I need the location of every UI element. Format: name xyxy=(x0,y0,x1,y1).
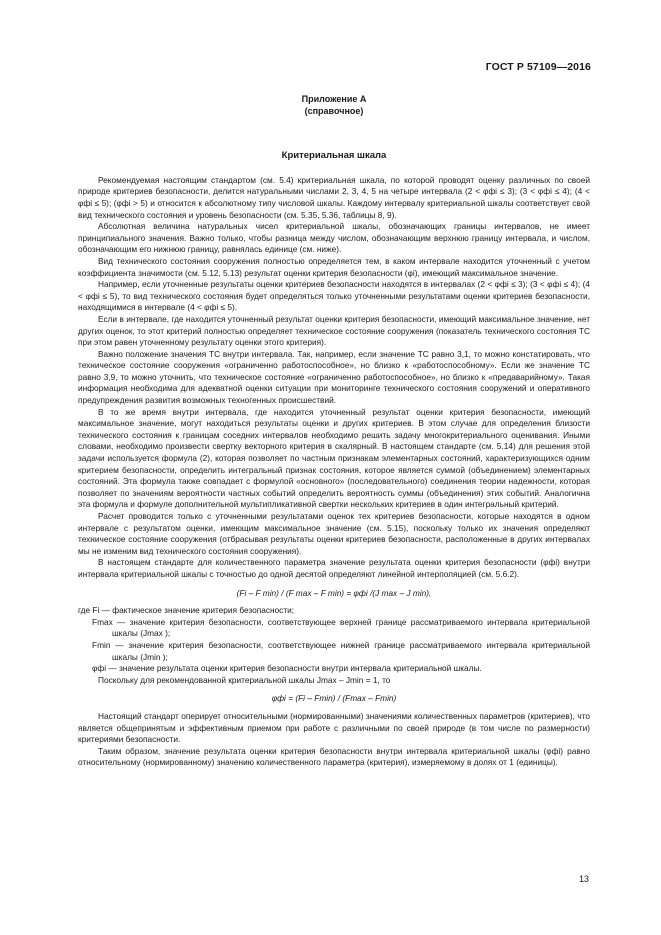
paragraph: Вид технического состояния сооружения полностью определяется тем, в каком интервале находится уточненный с учетом коэффициента значимости (см. 5.12, 5.13) результат оценки критерия безопасности (φi), имеющий максимальное значение. xyxy=(78,255,590,278)
section-title: Критериальная шкала xyxy=(281,150,387,162)
paragraph: Настоящий стандарт оперирует относительными (нормированными) значениями количественных параметров (критериев), что является общепринятым и эффективным приемом при работе с различными по своей природе (в том числе по размерности) критериями безопасности. xyxy=(78,710,590,745)
paragraph: Рекомендуемая настоящим стандартом (см. 5.4) критериальная шкала, по которой проводят оценку различных по своей природе критериев безопасности, делится натуральными числами 2, 3, 4, 5 на четыре интервала (2 < φфi ≤ 3); (3 < φфi ≤ 4); (4 < φфi ≤ 5); (φфi > 5) и относится к абсолютному типу числовой шкалы. Каждому интервалу критериальной шкалы соответствует свой вид технического состояния и уровень безопасности (см. 5.35, 5.36, таблицы 8, 9). xyxy=(78,174,590,220)
paragraph: Расчет проводится только с уточненными результатами оценок тех критериев безопасности, которые находятся в одном интервале с результатом оценки, имеющим максимальное значение (см. 5.15), поскольку только их значения определяют техническое состояние сооружения (отбрасывая результаты оценки критериев безопасности, расположенные в других интервалах мы не изменим вид технического состояния сооружения). xyxy=(78,511,590,556)
paragraph: В то же время внутри интервала, где находится уточненный результат оценки критерия безопасности, имеющий максимальное значение, могут находиться результаты оценки и других критериев. В этом случае для определения близости технического состояния к границам соседних интервалов необходимо решить задачу многокритериального оценивания. Иными словами, необходимо произвести свертку векторного критерия в скалярный. В настоящем стандарте (см. 5.14) для решения этой задачи используется формула (2), которая позволяет по частным признакам элементарных состояний, характеризующихся одним критерием безопасности, определить интегральный признак состояния, которое является суммой (объединением) элементарных состояний. Эта формула также совпадает с формулой «основного» (последовательного) соединения теории надежности, которая позволяет по значениям вероятности частных событий определить вероятность суммы (объединения) этих событий. Аналогична эта формула и формуле дополнительной мультипликативной свертки нескольких критериев в один интегральный критерий. xyxy=(78,406,590,510)
paragraph: Важно положение значения ТС внутри интервала. Так, например, если значение ТС равно 3,1, то можно констатировать, что техническое состояние сооружения «ограниченно работоспособное», но близко к «работоспособному». Если же значение ТС равно 3,9, то можно уточнить, что техническое состояние «ограниченно работоспособное», но близко к «предаварийному». Такая информация необходима для адекватной оценки ситуации при мониторинге технического состояния сооружений и оперативного предупреждения развития возможных техногенных происшествий. xyxy=(78,348,590,406)
formula-normalized: φфi = (Fi – Fmin) / (Fmax – Fmin) xyxy=(271,693,397,704)
since-text: Поскольку для рекомендованной критериальной шкалы Jmax – Jmin = 1, то xyxy=(98,674,391,685)
formula-interpolation: (Fi – F min) / (F max – F min) = φфi /(J max – J min), xyxy=(236,587,432,598)
definition-phi: φфi — значение результата оценки критерия безопасности внутри интервала критериальной шкалы. xyxy=(92,663,482,674)
definition-fi xyxy=(78,605,590,617)
annex-title: Приложение А xyxy=(301,94,367,104)
definition-text: Fi — фактическое значение критерия безопасности; xyxy=(92,605,295,616)
definition-fmin: Fmin — значение критерия безопасности, соответствующее нижней границе рассматриваемого интервала критериальной шкалы (Jmin ); xyxy=(92,639,590,662)
paragraph: В настоящем стандарте для количественного параметра значение результата оценки критерия безопасности (φфi) внутри интервала критериальной шкалы с точностью до одной десятой определяют линейной интерполяцией (см. 5.6.2). xyxy=(78,557,590,579)
body-text xyxy=(78,175,590,769)
paragraph: Если в интервале, где находится уточненный результат оценки критерия безопасности, имеющий максимальное значение, нет других оценок, то этот критерий полностью определяет техническое состояние сооружения (показатель технического состояния ТС при этом равен уточненному результату оценки этого критерия). xyxy=(78,313,590,348)
page-number: 13 xyxy=(578,874,589,884)
document-id: ГОСТ Р 57109—2016 xyxy=(485,61,591,73)
annex-subtitle: (справочное) xyxy=(304,105,364,116)
paragraph: Таким образом, значение результата оценки критерия безопасности внутри интервала критериальной шкалы (φфi) равно относительному (нормированному) значению количественного параметра (критерия), измеряемому в долях от 1 (единицы). xyxy=(78,745,590,768)
paragraph: Абсолютная величина натуральных чисел критериальной шкалы, обозначающих границы интервалов, не имеет принципиального значения. Важно только, чтобы разница между числом, обозначающим верхнюю границу интервала, и числом, обозначающим его нижнюю границу, равнялась единице (см. ниже). xyxy=(78,221,590,255)
where-label: где xyxy=(78,605,91,616)
paragraph: Например, если уточненные результаты оценки критериев безопасности находятся в интервалах (2 < φфi ≤ 3); (3 < φфi ≤ 4); (4 < φфi ≤ 5), то вид технического состояния будет определяться только уточненными результатами оценки критериев безопасности, находящимися в интервале (4 < φфi ≤ 5). xyxy=(78,279,590,313)
definition-fmax: Fmax — значение критерия безопасности, соответствующее верхней границе рассматриваемого интервала критериальной шкалы (Jmax ); xyxy=(92,616,590,639)
